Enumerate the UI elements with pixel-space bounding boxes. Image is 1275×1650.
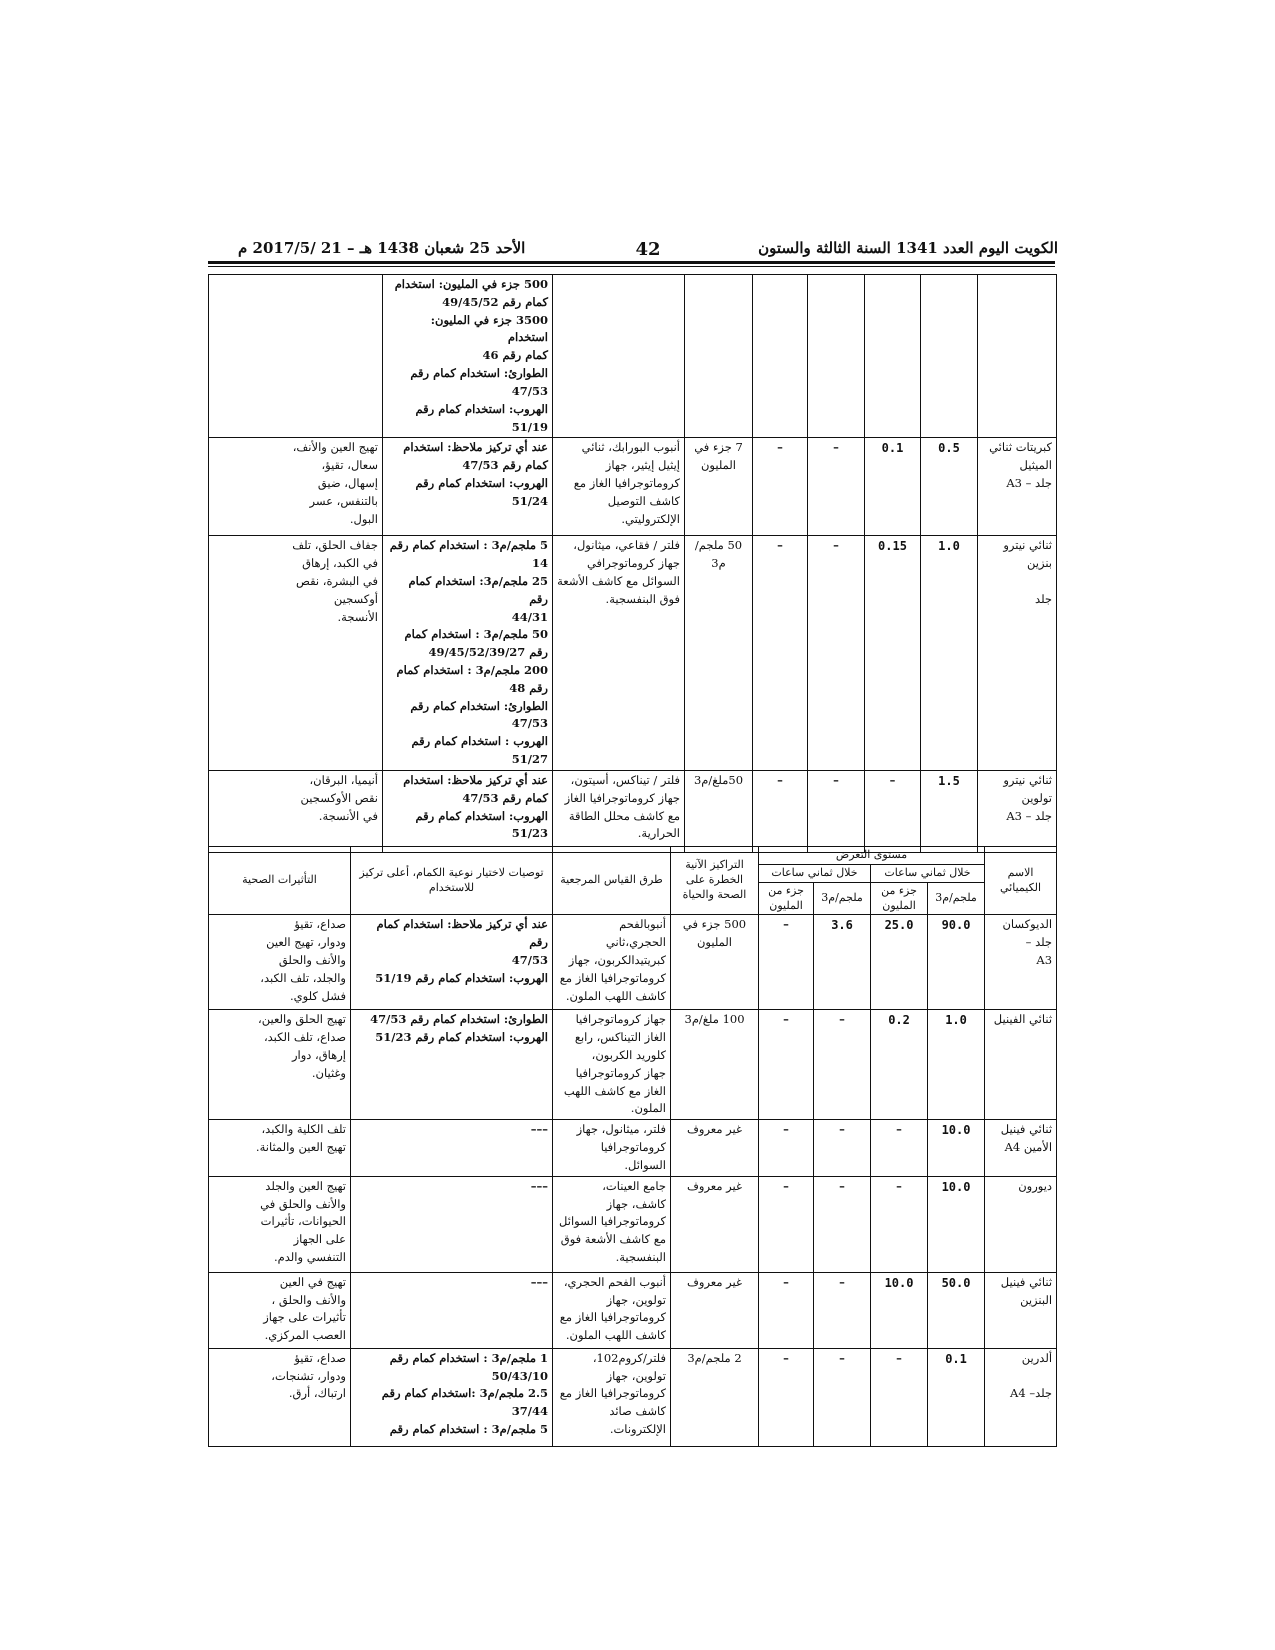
respirator-recommendation bbox=[351, 1348, 553, 1446]
stel-mg bbox=[808, 275, 865, 438]
respirator-recommendation-line: الطوارئ: استخدام كمام رقم 47/53 bbox=[370, 1012, 548, 1027]
header-health-effects: التأثيرات الصحية bbox=[209, 847, 351, 915]
stel-ppm: – bbox=[759, 915, 814, 1010]
idlh-value-line: المليون bbox=[700, 458, 736, 473]
twa-mg: 10.0 bbox=[928, 1120, 985, 1176]
stel-mg: – bbox=[814, 1272, 871, 1348]
respirator-recommendation bbox=[383, 770, 553, 852]
measurement-method-line: أنبوب الفحم الحجري، bbox=[563, 1274, 666, 1289]
health-effects bbox=[209, 536, 383, 771]
chemical-name bbox=[985, 1348, 1057, 1446]
respirator-recommendation-line: ––– bbox=[530, 1122, 548, 1137]
measurement-method bbox=[553, 1272, 671, 1348]
health-effects-line: ارتباك، أرق. bbox=[288, 1386, 346, 1401]
header-8h-b: خلال ثماني ساعات bbox=[759, 864, 871, 882]
health-effects-line: ودوار، تهيج العين bbox=[266, 935, 346, 950]
respirator-recommendation-line: 51/23 bbox=[511, 826, 548, 841]
measurement-method-line: تولوين، جهاز bbox=[606, 1368, 666, 1383]
twa-ppm: 10.0 bbox=[871, 1272, 928, 1348]
respirator-recommendation-line: 500 جزء في المليون: استخدام bbox=[394, 277, 548, 291]
respirator-recommendation-line: 51/19 bbox=[511, 419, 548, 434]
measurement-method bbox=[553, 770, 685, 852]
measurement-method-line: الغاز التيناكس، رابع bbox=[574, 1030, 666, 1045]
twa-mg bbox=[921, 275, 978, 438]
health-effects-line: في البشرة، نقص bbox=[295, 573, 378, 588]
respirator-recommendation-line: 5 ملجم/م3 : استخدام كمام رقم bbox=[389, 538, 548, 553]
health-effects-line: والأنف والحلق ، bbox=[271, 1292, 346, 1307]
chemical-name-line: ثنائي فينيل bbox=[1000, 1122, 1053, 1137]
respirator-recommendation-line: 50 ملجم/م3 : استخدام كمام bbox=[404, 627, 548, 642]
respirator-recommendation-line: 51/24 bbox=[511, 493, 548, 508]
twa-mg: 50.0 bbox=[928, 1272, 985, 1348]
bottom-table bbox=[208, 846, 1057, 1447]
respirator-recommendation-line: كمام رقم 46 bbox=[482, 348, 548, 363]
chemical-name-line: جلد– A4 bbox=[1010, 1386, 1053, 1401]
chemical-name-line: جلد – bbox=[1025, 935, 1053, 950]
respirator-recommendation bbox=[351, 915, 553, 1010]
chemical-name-line: ديورون bbox=[1018, 1178, 1053, 1193]
table-row bbox=[209, 1176, 1057, 1272]
measurement-method-line: كروماتوجرافيا bbox=[600, 1140, 666, 1155]
health-effects-line: العصب المركزي. bbox=[264, 1328, 346, 1343]
header-mg-a: ملجم/م3 bbox=[928, 882, 985, 915]
chemical-name-line bbox=[989, 1368, 1052, 1386]
health-effects-line: والأنف والحلق في bbox=[260, 1196, 346, 1211]
respirator-recommendation bbox=[351, 1272, 553, 1348]
stel-ppm: – bbox=[753, 536, 808, 771]
chemical-name-line: البنزين bbox=[1020, 1292, 1053, 1307]
measurement-method-line: كروماتوجرافيا الغاز مع bbox=[559, 970, 666, 985]
health-effects-line: وغثيان. bbox=[311, 1065, 346, 1080]
header-rule-thick bbox=[208, 261, 1055, 264]
respirator-recommendation-line: ––– bbox=[530, 1274, 548, 1289]
table-row bbox=[209, 438, 1057, 536]
measurement-method-line: جهاز كروماتوجرافيا bbox=[575, 1012, 666, 1027]
respirator-recommendation bbox=[351, 1176, 553, 1272]
idlh-value-line: 50ملغ/م3 bbox=[693, 772, 744, 787]
stel-ppm: – bbox=[759, 1348, 814, 1446]
chemical-name bbox=[985, 1010, 1057, 1120]
measurement-method-line: أنبوب البورابك، ثنائي bbox=[581, 440, 680, 455]
health-effects-line: سعال، تقيؤ، bbox=[321, 458, 378, 473]
idlh-value bbox=[671, 1272, 759, 1348]
respirator-recommendation-line: رقم 49/45/52/39/27 bbox=[428, 645, 548, 660]
chemical-name-line: بنزين bbox=[1027, 556, 1052, 571]
chemical-name-line: كبريتات ثنائي bbox=[989, 440, 1052, 455]
twa-ppm bbox=[865, 275, 921, 438]
measurement-method-line: الحرارية. bbox=[637, 826, 680, 841]
health-effects-line: والجلد، تلف الكبد، bbox=[260, 970, 346, 985]
stel-ppm: – bbox=[759, 1010, 814, 1120]
twa-ppm: 0.2 bbox=[871, 1010, 928, 1120]
health-effects-line: الحيوانات، تأثيرات bbox=[260, 1214, 346, 1229]
respirator-recommendation-line: 25 ملجم/م3: استخدام كمام رقم bbox=[408, 573, 548, 606]
idlh-value-line: 500 جزء في bbox=[682, 917, 747, 932]
respirator-recommendation bbox=[383, 438, 553, 536]
twa-mg: 1.5 bbox=[921, 770, 978, 852]
respirator-recommendation-line: كمام رقم 49/45/52 bbox=[442, 294, 548, 309]
header-methods: طرق القياس المرجعية bbox=[553, 847, 671, 915]
health-effects-line: على الجهاز bbox=[293, 1232, 346, 1247]
measurement-method-line: فلتر / فقاعي، ميثانول، bbox=[573, 538, 680, 553]
measurement-method bbox=[553, 915, 671, 1010]
respirator-recommendation-line: 14 bbox=[531, 556, 548, 571]
chemical-name bbox=[985, 1272, 1057, 1348]
respirator-recommendation-line: ––– bbox=[530, 1178, 548, 1193]
measurement-method-line: الملون. bbox=[630, 1101, 666, 1116]
chemical-name bbox=[985, 1176, 1057, 1272]
idlh-value bbox=[671, 915, 759, 1010]
measurement-method-line: كروماتوجرافيا السوائل bbox=[559, 1214, 666, 1229]
idlh-value-line: 50 ملجم/م3 bbox=[694, 538, 743, 571]
respirator-recommendation bbox=[383, 536, 553, 771]
health-effects-line: ودوار، تشنجات، bbox=[271, 1368, 346, 1383]
respirator-recommendation-line: الهروب: استخدام كمام رقم 51/19 bbox=[375, 970, 548, 985]
chemical-name-line: ثنائي نيترو bbox=[1003, 538, 1052, 553]
idlh-value-line: غير معروف bbox=[686, 1178, 742, 1193]
table-row bbox=[209, 536, 1057, 771]
stel-mg: 3.6 bbox=[814, 915, 871, 1010]
health-effects-line: صداع، تلف الكبد، bbox=[263, 1030, 346, 1045]
measurement-method-line: كاشف صائد bbox=[609, 1404, 666, 1419]
chemical-name bbox=[985, 1120, 1057, 1176]
health-effects bbox=[209, 275, 383, 438]
respirator-recommendation-line: الطوارئ: استخدام كمام رقم bbox=[410, 366, 548, 381]
chemical-name-line bbox=[982, 573, 1052, 591]
respirator-recommendation-line: 3500 جزء في المليون: استخدام bbox=[430, 312, 548, 345]
respirator-recommendation-line: عند أي تركيز ملاحظ: استخدام كمام رقم bbox=[376, 917, 548, 950]
health-effects bbox=[209, 1272, 351, 1348]
page-header bbox=[238, 239, 1058, 259]
respirator-recommendation bbox=[383, 275, 553, 438]
header-exposure-level: مستوى التعرض bbox=[759, 847, 985, 865]
header-mg-b: ملجم/م3 bbox=[814, 882, 871, 915]
health-effects-line: تهيج العين والأنف، bbox=[292, 440, 378, 455]
measurement-method-line: فلتر / تيناكس، أسيتون، bbox=[570, 772, 680, 787]
table-row bbox=[209, 770, 1057, 852]
health-effects-line: الأنسجة. bbox=[337, 609, 378, 624]
measurement-method-line: كروماتوجرافيا الغاز مع bbox=[559, 1386, 666, 1401]
chemical-name bbox=[978, 536, 1057, 771]
respirator-recommendation-line: 47/53 bbox=[511, 953, 548, 967]
chemical-name bbox=[985, 915, 1057, 1010]
respirator-recommendation-line: 44/31 bbox=[511, 609, 548, 624]
respirator-recommendation-line: 51/27 bbox=[511, 752, 548, 767]
health-effects bbox=[209, 770, 383, 852]
chemical-name-line: جلد – A3 bbox=[1006, 475, 1052, 490]
health-effects-line: في الكبد، إرهاق bbox=[302, 556, 378, 571]
chemical-name-line: ثنائي فينيل bbox=[1000, 1274, 1053, 1289]
measurement-method-line: البنفسجية. bbox=[615, 1249, 666, 1264]
idlh-value bbox=[685, 275, 753, 438]
stel-ppm: – bbox=[759, 1176, 814, 1272]
health-effects-line: تهيج الحلق والعين، bbox=[258, 1012, 346, 1027]
respirator-recommendation bbox=[351, 1120, 553, 1176]
chemical-name-line: الأمين A4 bbox=[1004, 1140, 1053, 1155]
idlh-value bbox=[671, 1348, 759, 1446]
respirator-recommendation-line: 2.5 ملجم/م3 :استخدام كمام رقم bbox=[381, 1386, 548, 1401]
respirator-recommendation-line: كمام رقم 47/53 bbox=[462, 458, 548, 473]
chemical-name-line: ثنائي نيترو bbox=[1003, 772, 1052, 787]
idlh-value-line: 7 جزء في bbox=[694, 440, 743, 455]
stel-mg: – bbox=[814, 1348, 871, 1446]
idlh-value-line: غير معروف bbox=[686, 1122, 742, 1137]
respirator-recommendation-line: الهروب: استخدام كمام رقم bbox=[415, 475, 548, 490]
page-number: 42 bbox=[635, 239, 661, 260]
measurement-method-line: فلتر، ميثانول، جهاز bbox=[576, 1122, 666, 1137]
measurement-method-line: جهاز كروماتوجرافيا الغاز bbox=[564, 790, 680, 805]
chemical-name-line: تولوين bbox=[1021, 790, 1052, 805]
measurement-method-line: كاشف، جهاز bbox=[606, 1196, 666, 1211]
measurement-method-line: إيثيل إيثير، جهاز bbox=[605, 458, 680, 473]
health-effects bbox=[209, 1176, 351, 1272]
chemical-name-line: الديوكسان bbox=[1002, 917, 1053, 932]
health-effects-line: إرهاق، دوار bbox=[291, 1048, 346, 1062]
chemical-name-line: جلد bbox=[1035, 591, 1052, 606]
respirator-recommendation-line: الطوارئ: استخدام كمام رقم bbox=[410, 698, 548, 713]
health-effects-line: والأنف والحلق bbox=[278, 953, 346, 967]
health-effects-line: التنفسي والدم. bbox=[273, 1249, 346, 1264]
table-row bbox=[209, 1272, 1057, 1348]
respirator-recommendation-line: عند أي تركيز ملاحظ: استخدام bbox=[403, 772, 548, 787]
header-respirator: توصيات لاختيار نوعية الكمام، أعلى تركيز للاستخدام bbox=[351, 847, 553, 915]
respirator-recommendation-line: 1 ملجم/م3 : استخدام كمام رقم bbox=[389, 1350, 548, 1365]
health-effects-line: جفاف الحلق، تلف bbox=[292, 538, 378, 553]
health-effects-line: نقص الأوكسجين bbox=[300, 790, 378, 805]
stel-ppm: – bbox=[753, 438, 808, 536]
idlh-value bbox=[671, 1120, 759, 1176]
stel-ppm: – bbox=[759, 1120, 814, 1176]
twa-mg: 10.0 bbox=[928, 1176, 985, 1272]
measurement-method-line: جامع العينات، bbox=[602, 1178, 666, 1193]
measurement-method-line: كبريتيدالكربون، جهاز bbox=[568, 953, 666, 967]
respirator-recommendation-line: رقم 48 bbox=[509, 680, 548, 695]
measurement-method-line: كاشف اللهب الملون. bbox=[565, 1328, 666, 1343]
respirator-recommendation-line: عند أي تركيز ملاحظ: استخدام bbox=[403, 440, 548, 455]
health-effects bbox=[209, 1348, 351, 1446]
respirator-recommendation-line: 47/53 bbox=[511, 716, 548, 731]
measurement-method-line: كاشف التوصيل bbox=[607, 493, 680, 508]
twa-mg: 0.1 bbox=[928, 1348, 985, 1446]
measurement-method-line: جهاز كروماتوجرافيا bbox=[575, 1065, 666, 1080]
header-8h-a: خلال ثماني ساعات bbox=[871, 864, 985, 882]
header-ppm-a: جزء من المليون bbox=[871, 882, 928, 915]
stel-mg: – bbox=[808, 770, 865, 852]
twa-ppm: – bbox=[871, 1348, 928, 1446]
measurement-method-line: السوائل. bbox=[624, 1157, 666, 1172]
table-row bbox=[209, 275, 1057, 438]
health-effects-line: أوكسجين bbox=[333, 591, 378, 606]
health-effects bbox=[209, 915, 351, 1010]
health-effects bbox=[209, 1010, 351, 1120]
measurement-method bbox=[553, 1010, 671, 1120]
table-row bbox=[209, 1120, 1057, 1176]
measurement-method-line: الإلكترونات. bbox=[609, 1421, 666, 1436]
twa-mg: 0.5 bbox=[921, 438, 978, 536]
twa-ppm: 25.0 bbox=[871, 915, 928, 1010]
health-effects-line: بالتنفس، عسر bbox=[309, 493, 378, 508]
measurement-method-line: الغاز مع كاشف اللهب bbox=[563, 1083, 666, 1098]
table-row bbox=[209, 915, 1057, 1010]
health-effects-line: فشل كلوي. bbox=[289, 988, 346, 1003]
measurement-method bbox=[553, 438, 685, 536]
health-effects-line: تلف الكلية والكبد، bbox=[261, 1122, 346, 1137]
health-effects-line: تهيج في العين bbox=[279, 1274, 346, 1289]
chemical-name-line: ألدرين bbox=[1021, 1350, 1053, 1365]
twa-mg: 1.0 bbox=[921, 536, 978, 771]
twa-mg: 90.0 bbox=[928, 915, 985, 1010]
measurement-method bbox=[553, 1176, 671, 1272]
health-effects-line: تهيج العين والمثانة. bbox=[255, 1140, 346, 1155]
header-rule-thin bbox=[208, 266, 1055, 267]
idlh-value bbox=[685, 536, 753, 771]
twa-ppm: – bbox=[871, 1120, 928, 1176]
chemical-name bbox=[978, 275, 1057, 438]
idlh-value bbox=[671, 1010, 759, 1120]
chemical-name bbox=[978, 438, 1057, 536]
respirator-recommendation-line: 5 ملجم/م3 : استخدام كمام رقم bbox=[389, 1421, 548, 1436]
idlh-value bbox=[685, 770, 753, 852]
measurement-method bbox=[553, 1348, 671, 1446]
chemical-name-line: A3 bbox=[1036, 953, 1053, 967]
respirator-recommendation-line: الهروب : استخدام كمام رقم bbox=[411, 734, 548, 749]
respirator-recommendation bbox=[351, 1010, 553, 1120]
respirator-recommendation-line: الهروب: استخدام كمام رقم bbox=[415, 401, 548, 416]
header-chemical-name: الاسم الكيميائي bbox=[985, 847, 1057, 915]
respirator-recommendation-line: الهروب: استخدام كمام رقم 51/23 bbox=[375, 1030, 548, 1045]
stel-ppm: – bbox=[753, 770, 808, 852]
measurement-method-line: مع كاشف الأشعة فوق bbox=[560, 1232, 666, 1247]
twa-ppm: – bbox=[871, 1176, 928, 1272]
twa-mg: 1.0 bbox=[928, 1010, 985, 1120]
stel-mg: – bbox=[814, 1176, 871, 1272]
measurement-method-line: كاشف اللهب الملون. bbox=[565, 988, 666, 1003]
chemical-name-line: جلد – A3 bbox=[1006, 808, 1052, 823]
idlh-value-line: 100 ملغ/م3 bbox=[684, 1012, 745, 1027]
stel-mg: – bbox=[808, 438, 865, 536]
health-effects-line: تأثيرات على جهاز bbox=[263, 1310, 346, 1325]
respirator-recommendation-line: 37/44 bbox=[511, 1404, 548, 1419]
table-row bbox=[209, 1010, 1057, 1120]
health-effects bbox=[209, 1120, 351, 1176]
respirator-recommendation-line: الهروب: استخدام كمام رقم bbox=[415, 808, 548, 823]
health-effects-line: صداع، تقيؤ bbox=[294, 1350, 346, 1365]
measurement-method-line: الحجري،ثاني bbox=[605, 935, 666, 950]
stel-mg: – bbox=[814, 1010, 871, 1120]
stel-ppm: – bbox=[759, 1272, 814, 1348]
measurement-method-line: مع كاشف محلل الطاقة bbox=[568, 808, 680, 823]
health-effects-line: إسهال، ضيق bbox=[317, 475, 378, 490]
twa-ppm: 0.1 bbox=[865, 438, 921, 536]
health-effects-line: تهيج العين والجلد bbox=[265, 1178, 346, 1193]
measurement-method-line: السوائل مع كاشف الأشعة bbox=[557, 573, 680, 588]
chemical-name bbox=[978, 770, 1057, 852]
idlh-value bbox=[671, 1176, 759, 1272]
measurement-method bbox=[553, 1120, 671, 1176]
measurement-method-line: أنبوبالفحم bbox=[619, 917, 666, 932]
chemical-name-line: ثنائي الفينيل bbox=[993, 1012, 1053, 1027]
measurement-method-line: فلتر/كروم102، bbox=[592, 1350, 666, 1365]
twa-ppm: 0.15 bbox=[865, 536, 921, 771]
health-effects bbox=[209, 438, 383, 536]
respirator-recommendation-line: 47/53 bbox=[511, 383, 548, 398]
respirator-recommendation-line: كمام رقم 47/53 bbox=[462, 790, 548, 805]
health-effects-line: في الأنسجة. bbox=[318, 808, 378, 823]
gazette-title: الكويت اليوم العدد 1341 السنة الثالثة والستون bbox=[758, 239, 1058, 257]
table-row bbox=[209, 1348, 1057, 1446]
issue-date: الأحد 25 شعبان 1438 هـ – 21 /2017/5 م bbox=[238, 239, 526, 257]
stel-ppm bbox=[753, 275, 808, 438]
chemical-name-line: الميثيل bbox=[1019, 458, 1052, 473]
stel-mg: – bbox=[808, 536, 865, 771]
measurement-method-line: جهاز كروماتوجرافي bbox=[586, 556, 680, 571]
header-ppm-b: جزء من المليون bbox=[759, 882, 814, 915]
measurement-method-line: كلوريد الكربون، bbox=[591, 1048, 666, 1062]
measurement-method bbox=[553, 275, 685, 438]
idlh-value bbox=[685, 438, 753, 536]
measurement-method bbox=[553, 536, 685, 771]
health-effects-line: البول. bbox=[349, 511, 378, 526]
top-table bbox=[208, 274, 1057, 853]
idlh-value-line: المليون bbox=[696, 935, 732, 950]
respirator-recommendation-line: 200 ملجم/م3 : استخدام كمام bbox=[396, 663, 548, 677]
measurement-method-line: كروماتوجرافيا الغاز مع bbox=[573, 475, 680, 490]
measurement-method-line: الإلكتروليتي. bbox=[621, 511, 680, 526]
twa-ppm: – bbox=[865, 770, 921, 852]
measurement-method-line: كروماتوجرافيا الغاز مع bbox=[559, 1310, 666, 1325]
health-effects-line: أنيميا، البرقان، bbox=[309, 772, 378, 787]
respirator-recommendation-line: 50/43/10 bbox=[491, 1368, 548, 1383]
stel-mg: – bbox=[814, 1120, 871, 1176]
idlh-value-line: 2 ملجم/م3 bbox=[687, 1350, 742, 1365]
idlh-value-line: غير معروف bbox=[686, 1274, 742, 1289]
measurement-method-line: تولوين، جهاز bbox=[606, 1292, 666, 1307]
measurement-method-line: فوق البنفسجية. bbox=[605, 591, 680, 606]
header-idlh: التراكيز الآنية الخطرة على الصحة والحياة bbox=[671, 847, 759, 915]
health-effects-line: صداع، تقيؤ bbox=[294, 917, 346, 932]
